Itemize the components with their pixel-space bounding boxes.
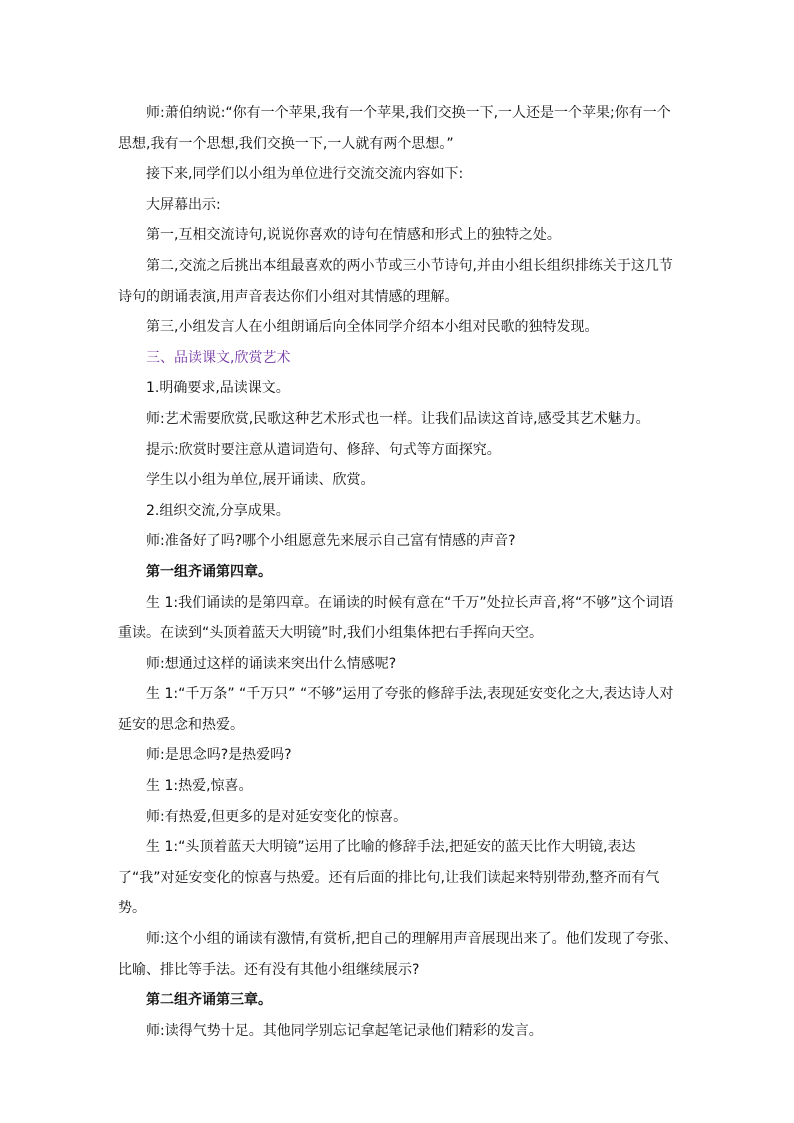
paragraph-student-reading: 生 1:我们诵读的是第四章。在诵读的时候有意在“千万”处拉长声音,将“不够”这个词语重读。在读到“头顶着蓝天大明镜”时,我们小组集体把右手挥向天空。 bbox=[118, 594, 674, 642]
paragraph-student-answer: 生 1:热爱,惊喜。 bbox=[146, 778, 253, 795]
paragraph-third-task: 第三,小组发言人在小组朗诵后向全体同学介绍本小组对民歌的独特发现。 bbox=[146, 319, 599, 336]
paragraph-teacher-question: 师:是思念吗?是热爱吗? bbox=[146, 747, 292, 764]
paragraph-group-exchange-intro: 接下来,同学们以小组为单位进行交流交流内容如下: bbox=[146, 166, 464, 183]
paragraph-second-task: 第二,交流之后挑出本组最喜欢的两小节或三小节诗句,并由小组长组织排练关于这几节诗句的朗诵表演,用声音表达你们小组对其情感的理解。 bbox=[118, 257, 673, 305]
paragraph-teacher-emotion: 师:想通过这样的诵读来突出什么情感呢? bbox=[146, 655, 397, 672]
paragraph-teacher-ready: 师:准备好了吗?哪个小组愿意先来展示自己富有情感的声音? bbox=[146, 533, 516, 550]
paragraph-teacher-art: 师:艺术需要欣赏,民歌这种艺术形式也一样。让我们品读这首诗,感受其艺术魅力。 bbox=[146, 410, 650, 427]
paragraph-student-metaphor: 生 1:“头顶着蓝天大明镜”运用了比喻的修辞手法,把延安的蓝天比作大明镜,表达了“我”对延安变化的惊喜与热爱。还有后面的排比句,让我们读起来特别带劲,整齐而有气势。 bbox=[118, 839, 660, 917]
paragraph-teacher-summary: 师:这个小组的诵读有激情,有赏析,把自己的理解用声音展现出来了。他们发现了夸张、比喻、排比等手法。还有没有其他小组继续展示? bbox=[118, 931, 678, 978]
section-heading: 三、品读课文,欣赏艺术 bbox=[146, 349, 291, 366]
paragraph-students-read: 学生以小组为单位,展开诵读、欣赏。 bbox=[146, 472, 375, 489]
paragraph-xiao-bona-quote: 师:萧伯纳说:“你有一个苹果,我有一个苹果,我们交换一下,一人还是一个苹果;你有一个思想,我有一个思想,我们交换一下,一人就有两个思想。” bbox=[118, 105, 671, 152]
paragraph-hint: 提示:欣赏时要注意从遣词造句、修辞、句式等方面探究。 bbox=[146, 441, 501, 458]
paragraph-group-two: 第二组齐诵第三章。 bbox=[146, 992, 272, 1009]
paragraph-teacher-surprise: 师:有热爱,但更多的是对延安变化的惊喜。 bbox=[146, 808, 408, 825]
paragraph-first-task: 第一,互相交流诗句,说说你喜欢的诗句在情感和形式上的独特之处。 bbox=[146, 227, 561, 244]
paragraph-step-two: 2.组织交流,分享成果。 bbox=[146, 502, 290, 519]
paragraph-teacher-closing: 师:读得气势十足。其他同学别忘记拿起笔记录他们精彩的发言。 bbox=[146, 1022, 543, 1039]
paragraph-step-one: 1.明确要求,品读课文。 bbox=[146, 380, 290, 397]
paragraph-group-one: 第一组齐诵第四章。 bbox=[146, 563, 272, 580]
paragraph-student-hyperbole: 生 1:“千万条” “千万只” “不够”运用了夸张的修辞手法,表现延安变化之大,表达诗人对延安的思念和热爱。 bbox=[118, 686, 674, 733]
paragraph-screen-display: 大屏幕出示: bbox=[146, 196, 221, 213]
document-body bbox=[118, 98, 678, 1046]
